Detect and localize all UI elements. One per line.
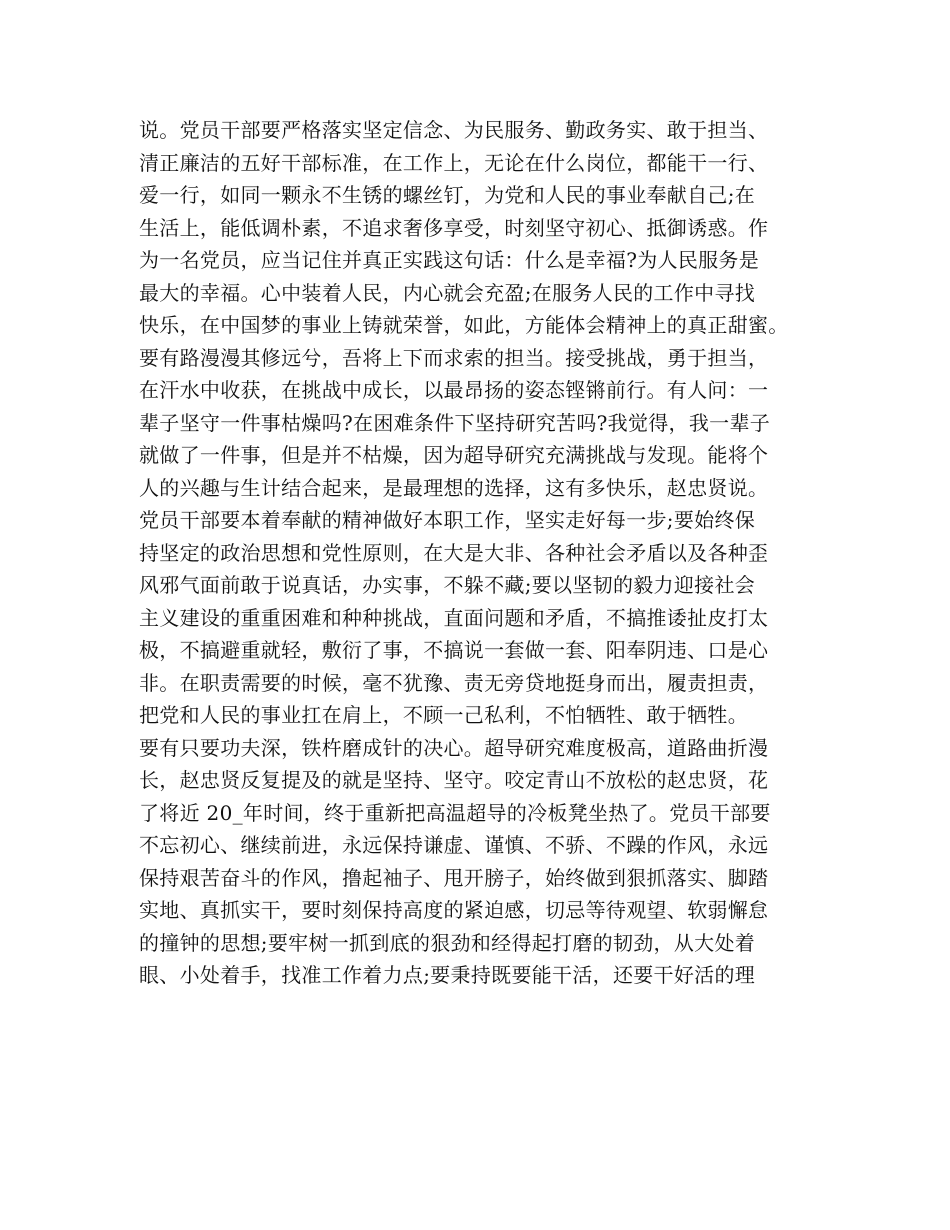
text-line: 要有路漫漫其修远兮，吾将上下而求索的担当。接受挑战，勇于担当， xyxy=(139,345,769,370)
text-line: 长，赵忠贤反复提及的就是坚持、坚守。咬定青山不放松的赵忠贤，花 xyxy=(139,768,769,792)
text-line: 说。党员干部要严格落实坚定信念、为民服务、勤政务实、敢于担当、 xyxy=(139,118,769,142)
text-line: 保持艰苦奋斗的作风，撸起袖子、甩开膀子，始终做到狠抓落实、脚踏 xyxy=(139,865,769,890)
text-line: 的撞钟的思想;要牢树一抓到底的狠劲和经得起打磨的韧劲，从大处着 xyxy=(139,930,756,955)
text-line: 风邪气面前敢于说真话，办实事，不躲不藏;要以坚韧的毅力迎接社会 xyxy=(139,573,756,597)
text-line: 最大的幸福。心中装着人民，内心就会充盈;在服务人民的工作中寻找 xyxy=(139,280,756,305)
text-line: 极，不搞避重就轻，敷衍了事，不搞说一套做一套、阳奉阴违、口是心 xyxy=(139,638,769,662)
text-line: 非。在职责需要的时候，毫不犹豫、责无旁贷地挺身而出，履责担责， xyxy=(139,670,769,695)
text-line: 持坚定的政治思想和党性原则，在大是大非、各种社会矛盾以及各种歪 xyxy=(139,540,769,565)
text-line: 在汗水中收获，在挑战中成长，以最昂扬的姿态铿锵前行。有人问：一 xyxy=(139,378,769,402)
text-line: 了将近 20_年时间，终于重新把高温超导的冷板凳坐热了。党员干部要 xyxy=(139,800,771,825)
text-line: 不忘初心、继续前进，永远保持谦虚、谨慎、不骄、不躁的作风，永远 xyxy=(139,833,769,857)
text-line: 生活上，能低调朴素，不追求奢侈享受，时刻坚守初心、抵御诱惑。作 xyxy=(139,215,769,240)
text-line: 人的兴趣与生计结合起来，是最理想的选择，这有多快乐，赵忠贤说。 xyxy=(139,475,769,500)
text-line: 把党和人民的事业扛在肩上，不顾一己私利，不怕牺牲、敢于牺牲。 xyxy=(139,703,748,727)
body-text xyxy=(139,114,829,992)
text-line: 快乐，在中国梦的事业上铸就荣誉，如此，方能体会精神上的真正甜蜜。 xyxy=(139,313,789,337)
text-line: 要有只要功夫深，铁杵磨成针的决心。超导研究难度极高，道路曲折漫 xyxy=(139,735,769,760)
text-line: 就做了一件事，但是并不枯燥，因为超导研究充满挑战与发现。能将个 xyxy=(139,443,769,467)
text-line: 辈子坚守一件事枯燥吗?在困难条件下坚持研究苦吗?我觉得，我一辈子 xyxy=(139,410,771,435)
text-line: 党员干部要本着奉献的精神做好本职工作，坚实走好每一步;要始终保 xyxy=(139,508,756,532)
text-line: 为一名党员，应当记住并真正实践这句话：什么是幸福?为人民服务是 xyxy=(139,248,760,272)
text-line: 清正廉洁的五好干部标准，在工作上，无论在什么岗位，都能干一行、 xyxy=(139,150,769,175)
text-line: 爱一行，如同一颗永不生锈的螺丝钉，为党和人民的事业奉献自己;在 xyxy=(139,183,756,207)
text-line: 实地、真抓实干，要时刻保持高度的紧迫感，切忌等待观望、软弱懈怠 xyxy=(139,898,769,922)
text-line: 主义建设的重重困难和种种挑战，直面问题和矛盾，不搞推诿扯皮打太 xyxy=(139,605,769,630)
text-line: 眼、小处着手，找准工作着力点;要秉持既要能干活，还要干好活的理 xyxy=(139,963,756,987)
